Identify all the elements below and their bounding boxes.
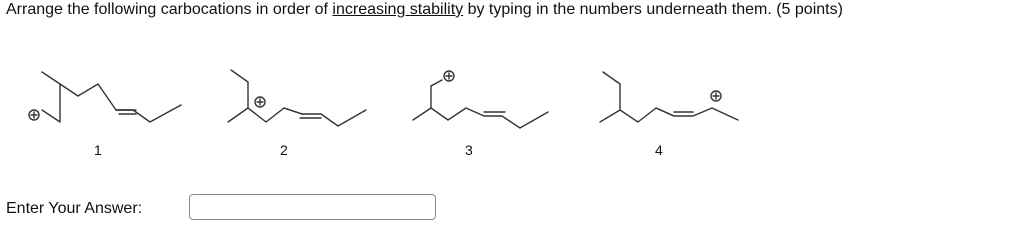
structure-number-2: 2 <box>280 142 288 158</box>
carbocation-structure-4 <box>600 72 738 122</box>
answer-label: Enter Your Answer: <box>6 200 143 217</box>
positive-charge-icon <box>255 97 265 107</box>
question-emphasis: increasing stability <box>332 1 464 18</box>
question-suffix: by typing in the numbers underneath them. (5 points) <box>463 1 843 18</box>
positive-charge-icon <box>711 91 721 101</box>
carbocation-structure-2 <box>228 70 366 126</box>
positive-charge-icon <box>29 110 39 120</box>
structures-row <box>0 58 1024 168</box>
carbocation-structure-3 <box>413 71 548 128</box>
answer-input[interactable] <box>189 194 436 220</box>
structure-number-3: 3 <box>465 142 473 158</box>
structures-drawing <box>0 58 1024 168</box>
structure-number-4: 4 <box>655 142 663 158</box>
carbocation-structure-1 <box>29 72 181 122</box>
positive-charge-icon <box>444 71 454 81</box>
question-prefix: Arrange the following carbocations in order of <box>6 1 333 18</box>
structure-number-1: 1 <box>94 142 102 158</box>
question-text <box>6 0 843 20</box>
